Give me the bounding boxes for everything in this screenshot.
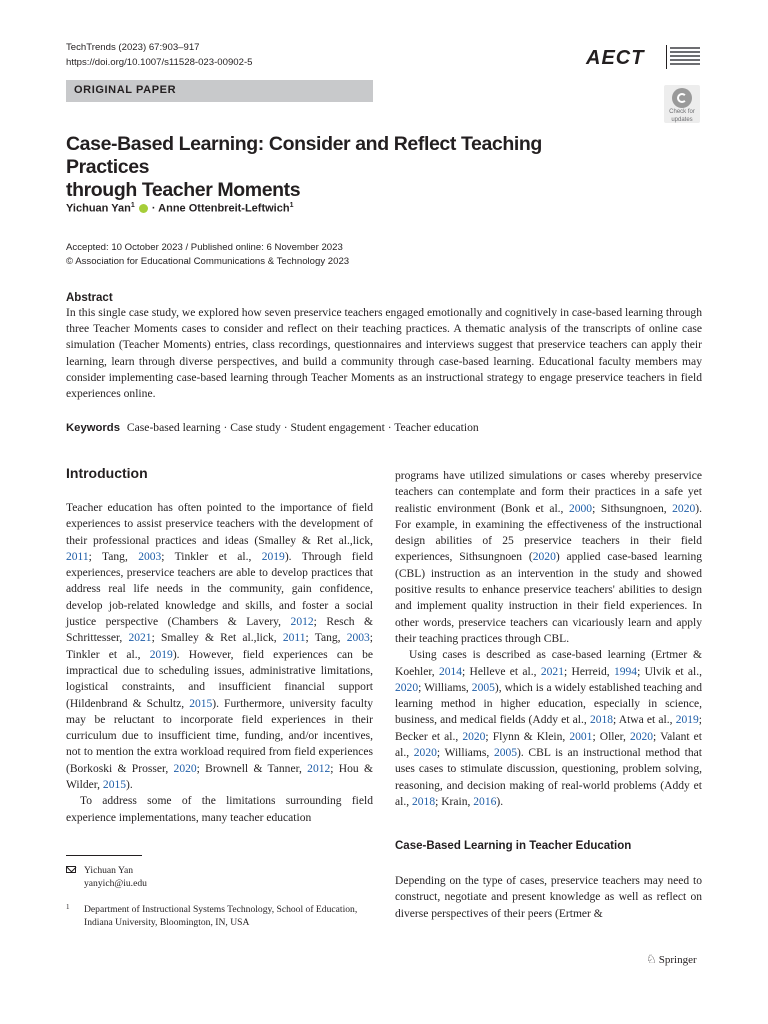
author-name[interactable]: Anne Ottenbreit-Leftwich xyxy=(158,202,290,215)
citation-year-link[interactable]: 2019 xyxy=(675,714,699,727)
citation-year-link[interactable]: 2012 xyxy=(290,616,314,629)
body-text: ; Williams, xyxy=(436,747,494,760)
body-text: ; Williams, xyxy=(418,681,472,694)
citation-year-link[interactable]: 2020 xyxy=(413,747,437,760)
body-text: ). For example, in examining the effectiveness of the instructional design abilities of 25 preservice teachers in their field experiences, Sithsungnoen ( xyxy=(395,502,702,564)
citation-year-link[interactable]: 2014 xyxy=(438,665,463,678)
body-text: ). xyxy=(126,779,133,792)
contact-email[interactable]: yanyich@iu.edu xyxy=(84,878,147,889)
orcid-icon[interactable] xyxy=(139,204,148,213)
logo-divider xyxy=(666,45,667,69)
citation-year-link[interactable]: 2019 xyxy=(149,648,173,661)
body-text: ; Herreid, xyxy=(563,665,614,678)
title-line-1: Case-Based Learning: Consider and Reflect Teaching Practices xyxy=(66,133,542,178)
author-separator: · xyxy=(151,202,156,215)
citation-year-link[interactable]: 2015 xyxy=(189,697,213,710)
citation-line: TechTrends (2023) 67:903–917 xyxy=(66,42,200,53)
right-column-lower xyxy=(395,873,702,922)
citation-year-link[interactable]: 2015 xyxy=(102,779,127,792)
body-text: ; Valant et al., xyxy=(395,730,702,760)
contact-name: Yichuan Yan xyxy=(84,865,134,876)
body-text: To address some of the limitations surrounding field experience implementations, many teacher education xyxy=(66,795,373,824)
journal-citation xyxy=(66,40,253,70)
paper-title xyxy=(66,133,626,202)
left-column xyxy=(66,500,373,826)
introduction-heading: Introduction xyxy=(66,465,148,481)
check-updates-icon xyxy=(672,88,692,108)
body-paragraph xyxy=(395,468,702,647)
body-text: ; Resch & Schrittesser, xyxy=(66,616,373,645)
check-updates-label-2: updates xyxy=(671,116,693,123)
citation-year-link[interactable]: 2018 xyxy=(589,714,614,727)
body-text: ) applied case-based learning (CBL) instruction as an intervention in the study and showed positive results to enhance preservice teachers' abilities to design and implement quality instruction in their field experiences. In other words, preservice teachers can vicariously learn and apply their teaching practices through CBL. xyxy=(395,551,702,645)
springer-horse-icon: ♘ xyxy=(646,952,657,966)
body-text: Teacher education has often pointed to the importance of field experiences to assist preservice teachers with the development of their professional practices and ideas (Smalley & Ret al.,lick, xyxy=(66,502,373,547)
body-text: Depending on the type of cases, preservice teachers may need to construct, negotiate and present knowledge as well as reflect on diverse perspectives of their peers (Ertmer & xyxy=(395,875,702,920)
body-paragraph xyxy=(395,873,702,922)
citation-year-link[interactable]: 2003 xyxy=(346,632,370,645)
aect-wordmark: AECT xyxy=(586,47,645,69)
body-text: ; Helleve et al., xyxy=(462,665,541,678)
body-paragraph xyxy=(66,793,373,826)
citation-year-link[interactable]: 2000 xyxy=(568,502,593,515)
body-text: ; Tinkler et al., xyxy=(66,632,373,661)
springer-logo xyxy=(646,952,697,967)
citation-year-link[interactable]: 2020 xyxy=(629,730,654,743)
body-text: ). Furthermore, university faculty may be reluctant to incorporate field experiences in their curriculum due to insufficient time, funding, and/or incentives, not to mention the extra workload required from field experiences (Borkoski & Prosser, xyxy=(66,697,373,775)
citation-year-link[interactable]: 2005 xyxy=(471,681,495,694)
check-updates-label-1: Check for xyxy=(669,109,695,115)
body-text: ; Oller, xyxy=(592,730,630,743)
citation-year-link[interactable]: 2003 xyxy=(138,550,162,563)
footnote-divider xyxy=(66,855,142,856)
body-text: ), which is a widely established teaching and learning method in higher education, especially in science, business, and medical fields (Addy et al., xyxy=(395,681,702,727)
body-text: ; Tang, xyxy=(88,550,139,563)
author-name[interactable]: Yichuan Yan xyxy=(66,202,131,215)
body-text: ). However, field experiences can be impractical due to scheduling issues, administrative limitations, logistical constraints, and insufficient financial support (Hildenbrand & Schultz, xyxy=(66,648,374,710)
citation-year-link[interactable]: 2018 xyxy=(412,795,436,808)
citation-year-link[interactable]: 2019 xyxy=(261,550,285,563)
body-text: ; Hou & Wilder, xyxy=(66,762,373,792)
publisher-name: Springer xyxy=(658,954,697,966)
affiliation-marker: 1 xyxy=(289,202,294,209)
citation-year-link[interactable]: 2021 xyxy=(540,665,564,678)
doi-link[interactable]: https://doi.org/10.1007/s11528-023-00902-5 xyxy=(66,57,253,68)
body-paragraph xyxy=(395,647,702,810)
title-line-2: through Teacher Moments xyxy=(66,179,301,201)
citation-year-link[interactable]: 2011 xyxy=(66,550,89,563)
citation-year-link[interactable]: 2011 xyxy=(282,632,306,645)
citation-year-link[interactable]: 2020 xyxy=(672,502,696,515)
body-text: ; Ulvik et al., xyxy=(637,665,702,678)
citation-year-link[interactable]: 2020 xyxy=(395,681,419,694)
body-text: ). CBL is an instructional method that uses cases to stimulate discussion, questioning, problem solving, reasoning, and decision making of real-world problems (Addy et al., xyxy=(395,747,702,808)
body-text: ; Flynn & Klein, xyxy=(485,730,570,743)
affiliation-number: 1 xyxy=(66,903,70,911)
body-text: ). Through field experiences, preservice teachers are able to develop practices that address real life needs in the community, gain confidence, develop job-related knowledge and skills, and foster a social justice perspective (Chambers & Lavery, xyxy=(66,550,373,629)
body-text: ; Tang, xyxy=(305,632,347,645)
keywords-text: Case-based learning · Case study · Student engagement · Teacher education xyxy=(126,421,479,434)
publication-dates xyxy=(66,241,349,269)
body-paragraph xyxy=(66,500,373,793)
body-text: ; Smalley & Ret al.,lick, xyxy=(151,632,283,645)
citation-year-link[interactable]: 2001 xyxy=(569,730,593,743)
citation-year-link[interactable]: 2020 xyxy=(532,551,556,564)
abstract-heading: Abstract xyxy=(66,292,113,304)
check-for-updates-badge[interactable] xyxy=(664,85,700,123)
citation-year-link[interactable]: 2005 xyxy=(493,747,518,760)
body-text: ; Becker et al., xyxy=(395,714,702,743)
keywords xyxy=(66,421,706,434)
citation-year-link[interactable]: 2020 xyxy=(462,730,486,743)
body-text: ). xyxy=(496,795,504,808)
section-heading: Case-Based Learning in Teacher Education xyxy=(395,840,632,852)
citation-year-link[interactable]: 2012 xyxy=(307,762,331,775)
body-text: programs have utilized simulations or cases whereby preservice teachers can contemplate and form their practices in a safe yet realistic environment (Bonk et al., xyxy=(395,470,702,515)
aect-logo xyxy=(586,44,702,74)
body-text: ; Sithsungnoen, xyxy=(592,502,673,515)
right-column xyxy=(395,468,702,810)
citation-year-link[interactable]: 1994 xyxy=(613,665,638,678)
dates-line: Accepted: 10 October 2023 / Published online: 6 November 2023 xyxy=(66,242,343,253)
body-text: ; Brownell & Tanner, xyxy=(196,762,308,775)
affiliation-text: Department of Instructional Systems Technology, School of Education, Indiana University, Bloomington, IN, USA xyxy=(84,904,358,928)
body-text: ; Krain, xyxy=(435,795,474,808)
logo-subtext-lines xyxy=(670,47,700,67)
copyright-line: © Association for Educational Communications & Technology 2023 xyxy=(66,256,350,267)
body-text: ; Atwa et al., xyxy=(613,714,676,727)
citation-year-link[interactable]: 2020 xyxy=(173,762,197,775)
body-text: Using cases is described as case-based learning (Ertmer & Koehler, xyxy=(395,649,702,678)
keywords-heading: Keywords xyxy=(66,422,120,434)
abstract-text: In this single case study, we explored how seven preservice teachers engaged emotionally and cognitively in case-based learning through three Teacher Moments cases to consider and reflect on their teaching practices. A thematic analysis of the transcripts of online case simulation (Teacher Moments) entries, class recordings, questionnaires and interviews suggest that preservice teachers can apply their learning, learn through diverse perspectives, and build a community through case-based learning. Educational faculty members may consider implementing case-based learning through Teacher Moments as an instructional strategy to engage preservice teachers in field experiences online. xyxy=(66,306,702,401)
author-list xyxy=(66,202,293,215)
envelope-icon xyxy=(66,866,76,873)
citation-year-link[interactable]: 2021 xyxy=(128,632,152,645)
article-type-banner: ORIGINAL PAPER xyxy=(66,80,373,102)
body-text: ; Tinkler et al., xyxy=(161,550,262,563)
citation-year-link[interactable]: 2016 xyxy=(473,795,497,808)
affiliation-marker: 1 xyxy=(130,202,135,209)
